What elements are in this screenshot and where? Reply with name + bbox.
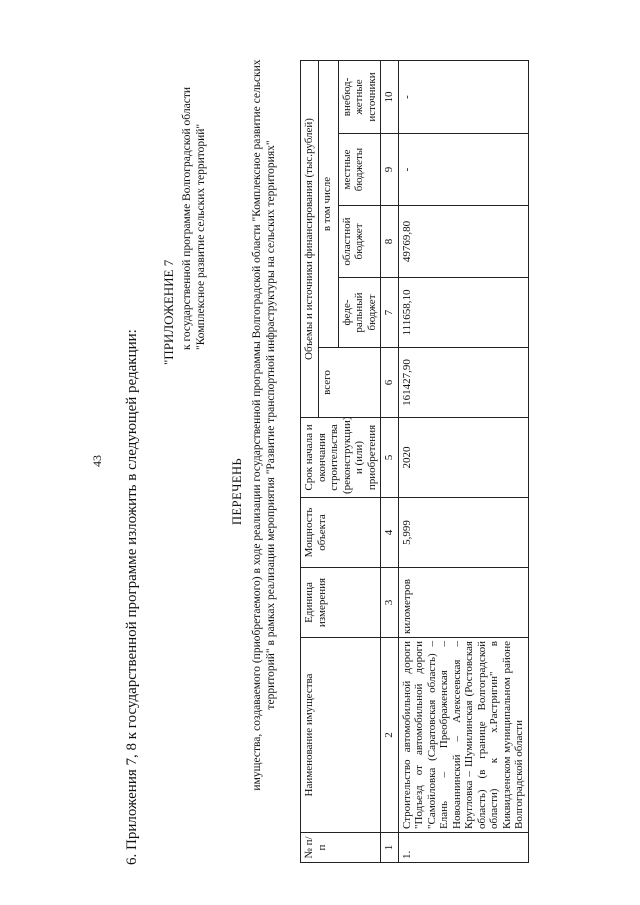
header-total: всего	[318, 348, 381, 418]
page-number: 43	[90, 455, 104, 467]
header-local: местные бюджеты	[338, 134, 381, 206]
row-unit: километров	[398, 568, 528, 638]
column-number: 7	[381, 278, 399, 348]
row-federal: 111658,10	[398, 278, 528, 348]
column-number: 1	[381, 833, 399, 863]
row-num: 1.	[398, 833, 528, 863]
row-total: 161427,90	[398, 348, 528, 418]
header-num: № п/п	[301, 833, 381, 863]
header-name: Наименование имущества	[301, 638, 381, 833]
row-offbudget: -	[398, 60, 528, 133]
header-regional: областной бюджет	[338, 206, 381, 278]
property-table	[300, 60, 529, 863]
row-term: 2020	[398, 418, 528, 498]
row-name: Строительство автомобильной дороги "Подъезд от автомобильной дороги "Самойловка (Саратовская область) – Елань – Преображенская – Новоаннинский – Алексеевская – Кругловка – Шумилинская (Ростовская область) (в границе Волгоградской области) к х.Растригин" в Киквидзенском муниципальном районе Волгоградской области	[398, 638, 528, 833]
list-title: ПЕРЕЧЕНЬ	[230, 457, 244, 525]
header-funding: Объемы и источники финансирования (тыс.рублей)	[301, 60, 319, 417]
row-regional: 49769,80	[398, 206, 528, 278]
column-number: 8	[381, 206, 399, 278]
row-capacity: 5,999	[398, 498, 528, 568]
header-offbudget: внебюд-жетные источники	[338, 60, 381, 133]
column-number: 5	[381, 418, 399, 498]
appendix-title: "ПРИЛОЖЕНИЕ 7	[161, 259, 176, 365]
column-number: 2	[381, 638, 399, 833]
column-number-row	[381, 60, 399, 862]
appendix-subtitle: к государственной программе Волгоградской области "Комплексное развитие сельских территорий"	[181, 87, 207, 350]
row-local: -	[398, 134, 528, 206]
intro-paragraph: 6. Приложения 7, 8 к государственной программе изложить в следующей редакции:	[124, 329, 140, 865]
column-number: 6	[381, 348, 399, 418]
column-number: 10	[381, 60, 399, 133]
column-number: 4	[381, 498, 399, 568]
column-number: 9	[381, 134, 399, 206]
column-number: 3	[381, 568, 399, 638]
header-federal: феде-ральный бюджет	[338, 278, 381, 348]
header-capacity: Мощность объекта	[301, 498, 381, 568]
table-row	[398, 60, 528, 862]
header-including: в том числе	[318, 60, 338, 347]
header-term: Срок начала и окончания строительства (реконструкции) и (или) приобретения	[301, 418, 381, 498]
header-unit: Единица измерения	[301, 568, 381, 638]
list-description: имущества, создаваемого (приобретаемого) в ходе реализации государственной программы Волгоградской области "Комплексное развитие сельских территорий" в рамках реализации мероприятия "Развитие транспортной инфраструктуры на сельских территориях"	[251, 59, 277, 791]
